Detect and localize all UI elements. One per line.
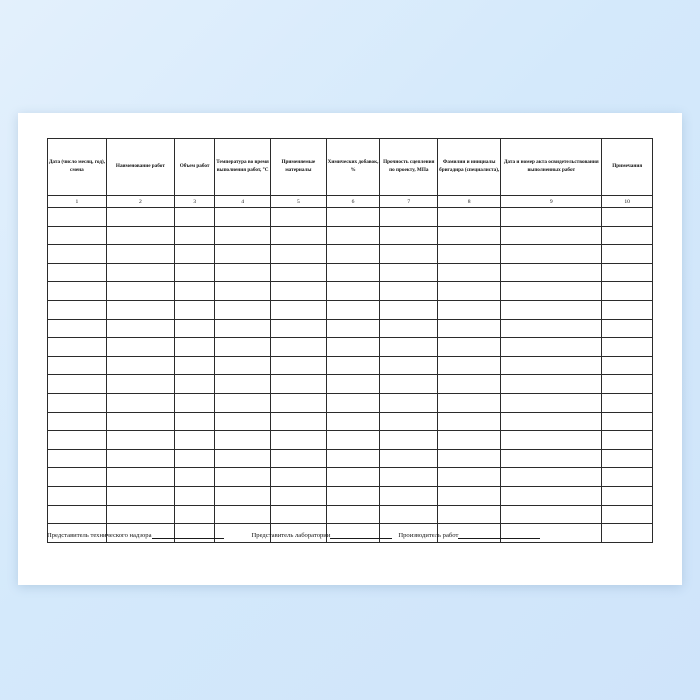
table-cell-empty[interactable] [438, 282, 501, 301]
table-cell-empty[interactable] [438, 208, 501, 227]
table-cell-empty[interactable] [174, 300, 214, 319]
table-cell-empty[interactable] [501, 375, 602, 394]
signature-footer [47, 531, 659, 539]
table-cell-empty[interactable] [438, 486, 501, 505]
table-cell-empty[interactable] [602, 300, 653, 319]
table-cell-empty[interactable] [106, 393, 174, 412]
table-cell-empty[interactable] [438, 375, 501, 394]
table-cell-empty[interactable] [380, 505, 438, 524]
table-cell-empty[interactable] [326, 319, 380, 338]
table-cell-empty[interactable] [602, 412, 653, 431]
table-header-row [48, 139, 653, 196]
table-cell-empty[interactable] [106, 300, 174, 319]
table-column-number-row [48, 196, 653, 208]
table-cell-empty[interactable] [174, 319, 214, 338]
table-cell-empty[interactable] [48, 449, 107, 468]
table-cell-empty[interactable] [48, 208, 107, 227]
table-cell-empty[interactable] [501, 226, 602, 245]
table-cell-empty[interactable] [174, 226, 214, 245]
table-cell-empty[interactable] [174, 449, 214, 468]
journal-table-body [48, 208, 653, 543]
tech-supervisor-signature-line[interactable] [152, 531, 224, 539]
table-cell-empty[interactable] [501, 282, 602, 301]
table-cell-empty[interactable] [380, 393, 438, 412]
table-cell-empty[interactable] [48, 356, 107, 375]
table-cell-empty[interactable] [106, 282, 174, 301]
table-cell-empty[interactable] [270, 449, 326, 468]
table-cell-empty[interactable] [326, 263, 380, 282]
table-cell-empty[interactable] [215, 338, 271, 357]
table-cell-empty[interactable] [48, 319, 107, 338]
table-cell-empty[interactable] [438, 300, 501, 319]
table-cell-empty[interactable] [270, 486, 326, 505]
table-cell-empty[interactable] [215, 505, 271, 524]
table-cell-empty[interactable] [106, 263, 174, 282]
table-row [48, 319, 653, 338]
table-cell-empty[interactable] [602, 226, 653, 245]
table-cell-empty[interactable] [326, 393, 380, 412]
table-cell-empty[interactable] [438, 356, 501, 375]
table-cell-empty[interactable] [270, 431, 326, 450]
table-cell-empty[interactable] [602, 393, 653, 412]
table-cell-empty[interactable] [48, 263, 107, 282]
table-cell-empty[interactable] [174, 393, 214, 412]
table-cell-empty[interactable] [270, 375, 326, 394]
table-cell-empty[interactable] [174, 431, 214, 450]
column-number-3: 3 [174, 196, 214, 208]
column-number-10: 10 [602, 196, 653, 208]
table-cell-empty[interactable] [438, 468, 501, 487]
table-cell-empty[interactable] [326, 505, 380, 524]
table-cell-empty[interactable] [326, 468, 380, 487]
table-cell-empty[interactable] [270, 300, 326, 319]
table-cell-empty[interactable] [270, 412, 326, 431]
table-cell-empty[interactable] [270, 226, 326, 245]
table-cell-empty[interactable] [326, 338, 380, 357]
table-cell-empty[interactable] [106, 226, 174, 245]
table-cell-empty[interactable] [270, 263, 326, 282]
table-cell-empty[interactable] [106, 356, 174, 375]
table-cell-empty[interactable] [270, 208, 326, 227]
table-cell-empty[interactable] [174, 338, 214, 357]
table-cell-empty[interactable] [501, 449, 602, 468]
table-cell-empty[interactable] [438, 319, 501, 338]
table-cell-empty[interactable] [215, 375, 271, 394]
table-cell-empty[interactable] [48, 468, 107, 487]
table-cell-empty[interactable] [602, 263, 653, 282]
table-cell-empty[interactable] [48, 300, 107, 319]
table-cell-empty[interactable] [106, 338, 174, 357]
table-cell-empty[interactable] [48, 375, 107, 394]
table-cell-empty[interactable] [48, 486, 107, 505]
table-cell-empty[interactable] [174, 468, 214, 487]
table-cell-empty[interactable] [326, 282, 380, 301]
table-cell-empty[interactable] [326, 486, 380, 505]
table-cell-empty[interactable] [438, 449, 501, 468]
header-cell-notes: Примечания [602, 139, 653, 196]
table-cell-empty[interactable] [106, 319, 174, 338]
table-cell-empty[interactable] [326, 226, 380, 245]
table-cell-empty[interactable] [602, 282, 653, 301]
table-cell-empty[interactable] [501, 208, 602, 227]
table-row [48, 505, 653, 524]
table-row [48, 356, 653, 375]
table-cell-empty[interactable] [174, 486, 214, 505]
table-row [48, 282, 653, 301]
table-cell-empty[interactable] [106, 375, 174, 394]
table-cell-empty[interactable] [48, 245, 107, 264]
table-cell-empty[interactable] [438, 393, 501, 412]
table-cell-empty[interactable] [215, 282, 271, 301]
table-row [48, 245, 653, 264]
table-cell-empty[interactable] [380, 300, 438, 319]
table-cell-empty[interactable] [438, 245, 501, 264]
column-number-6: 6 [326, 196, 380, 208]
table-cell-empty[interactable] [438, 505, 501, 524]
table-cell-empty[interactable] [215, 468, 271, 487]
table-cell-empty[interactable] [174, 263, 214, 282]
table-cell-empty[interactable] [326, 431, 380, 450]
table-cell-empty[interactable] [326, 356, 380, 375]
table-cell-empty[interactable] [106, 245, 174, 264]
table-cell-empty[interactable] [326, 375, 380, 394]
header-cell-adhesion-strength: Прочность сцепления по проекту, МПа [380, 139, 438, 196]
table-cell-empty[interactable] [501, 356, 602, 375]
table-cell-empty[interactable] [438, 338, 501, 357]
table-cell-empty[interactable] [215, 300, 271, 319]
table-cell-empty[interactable] [501, 319, 602, 338]
table-cell-empty[interactable] [174, 245, 214, 264]
table-cell-empty[interactable] [326, 449, 380, 468]
journal-table-container [47, 138, 653, 543]
table-cell-empty[interactable] [48, 431, 107, 450]
table-cell-empty[interactable] [48, 505, 107, 524]
table-cell-empty[interactable] [380, 449, 438, 468]
table-cell-empty[interactable] [438, 263, 501, 282]
table-row [48, 393, 653, 412]
table-cell-empty[interactable] [48, 226, 107, 245]
table-cell-empty[interactable] [501, 412, 602, 431]
table-cell-empty[interactable] [215, 486, 271, 505]
column-number-5: 5 [270, 196, 326, 208]
table-cell-empty[interactable] [380, 319, 438, 338]
table-row [48, 412, 653, 431]
laboratory-label: Представитель лаборатории [251, 532, 331, 539]
table-cell-empty[interactable] [380, 226, 438, 245]
column-number-8: 8 [438, 196, 501, 208]
column-number-1: 1 [48, 196, 107, 208]
table-cell-empty[interactable] [602, 375, 653, 394]
table-cell-empty[interactable] [174, 375, 214, 394]
table-cell-empty[interactable] [501, 468, 602, 487]
table-cell-empty[interactable] [270, 468, 326, 487]
table-cell-empty[interactable] [270, 245, 326, 264]
table-cell-empty[interactable] [215, 263, 271, 282]
header-cell-work-name: Наименование работ [106, 139, 174, 196]
table-row [48, 208, 653, 227]
table-cell-empty[interactable] [501, 486, 602, 505]
table-cell-empty[interactable] [380, 412, 438, 431]
table-row [48, 300, 653, 319]
column-number-9: 9 [501, 196, 602, 208]
table-cell-empty[interactable] [380, 356, 438, 375]
table-cell-empty[interactable] [602, 319, 653, 338]
table-cell-empty[interactable] [174, 356, 214, 375]
table-cell-empty[interactable] [501, 431, 602, 450]
table-cell-empty[interactable] [326, 208, 380, 227]
column-number-2: 2 [106, 196, 174, 208]
table-cell-empty[interactable] [48, 412, 107, 431]
table-cell-empty[interactable] [602, 468, 653, 487]
table-cell-empty[interactable] [215, 412, 271, 431]
table-cell-empty[interactable] [501, 393, 602, 412]
table-cell-empty[interactable] [501, 245, 602, 264]
table-cell-empty[interactable] [106, 208, 174, 227]
laboratory-signature-line[interactable] [330, 531, 392, 539]
table-cell-empty[interactable] [501, 505, 602, 524]
table-row [48, 263, 653, 282]
table-cell-empty[interactable] [106, 431, 174, 450]
column-number-4: 4 [215, 196, 271, 208]
table-cell-empty[interactable] [380, 431, 438, 450]
table-row [48, 486, 653, 505]
table-cell-empty[interactable] [602, 208, 653, 227]
table-row [48, 226, 653, 245]
table-cell-empty[interactable] [438, 226, 501, 245]
table-cell-empty[interactable] [602, 505, 653, 524]
table-cell-empty[interactable] [48, 393, 107, 412]
table-cell-empty[interactable] [106, 486, 174, 505]
table-cell-empty[interactable] [380, 468, 438, 487]
table-cell-empty[interactable] [326, 412, 380, 431]
table-cell-empty[interactable] [501, 300, 602, 319]
table-cell-empty[interactable] [174, 412, 214, 431]
journal-table [47, 138, 653, 543]
table-cell-empty[interactable] [215, 449, 271, 468]
table-cell-empty[interactable] [174, 505, 214, 524]
table-cell-empty[interactable] [501, 338, 602, 357]
header-cell-date: Дата (число месяц, год), смена [48, 139, 107, 196]
table-cell-empty[interactable] [380, 245, 438, 264]
table-cell-empty[interactable] [48, 338, 107, 357]
table-row [48, 468, 653, 487]
table-cell-empty[interactable] [174, 282, 214, 301]
table-cell-empty[interactable] [380, 486, 438, 505]
table-row [48, 338, 653, 357]
table-cell-empty[interactable] [438, 431, 501, 450]
header-cell-act-date-number: Дата и номер акта освидетельствования выполненных работ [501, 139, 602, 196]
table-cell-empty[interactable] [438, 412, 501, 431]
table-cell-empty[interactable] [174, 208, 214, 227]
table-cell-empty[interactable] [270, 282, 326, 301]
table-cell-empty[interactable] [270, 338, 326, 357]
header-cell-work-volume: Объем работ [174, 139, 214, 196]
table-cell-empty[interactable] [380, 208, 438, 227]
table-row [48, 449, 653, 468]
table-cell-empty[interactable] [215, 319, 271, 338]
table-cell-empty[interactable] [602, 245, 653, 264]
table-row [48, 375, 653, 394]
works-producer-signature-line[interactable] [458, 531, 540, 539]
header-cell-temperature: Температура во время выполнения работ, °С [215, 139, 271, 196]
table-cell-empty[interactable] [602, 431, 653, 450]
table-cell-empty[interactable] [106, 449, 174, 468]
table-cell-empty[interactable] [215, 393, 271, 412]
table-cell-empty[interactable] [270, 356, 326, 375]
header-cell-foreman-name: Фамилии и инициалы бригадира (специалиста), [438, 139, 501, 196]
table-cell-empty[interactable] [106, 468, 174, 487]
table-cell-empty[interactable] [215, 208, 271, 227]
table-cell-empty[interactable] [380, 375, 438, 394]
table-cell-empty[interactable] [602, 449, 653, 468]
table-cell-empty[interactable] [270, 319, 326, 338]
header-cell-chemical-additives: Химических добавок, % [326, 139, 380, 196]
table-cell-empty[interactable] [215, 245, 271, 264]
works-producer-label: Производитель работ [398, 532, 459, 539]
table-cell-empty[interactable] [215, 226, 271, 245]
table-cell-empty[interactable] [326, 245, 380, 264]
table-cell-empty[interactable] [501, 263, 602, 282]
document-sheet [18, 113, 682, 585]
table-cell-empty[interactable] [326, 300, 380, 319]
table-cell-empty[interactable] [602, 356, 653, 375]
table-cell-empty[interactable] [215, 431, 271, 450]
header-cell-materials: Применяемые материалы [270, 139, 326, 196]
table-cell-empty[interactable] [106, 505, 174, 524]
table-cell-empty[interactable] [602, 338, 653, 357]
table-cell-empty[interactable] [380, 338, 438, 357]
table-cell-empty[interactable] [215, 356, 271, 375]
table-cell-empty[interactable] [602, 486, 653, 505]
table-cell-empty[interactable] [106, 412, 174, 431]
table-cell-empty[interactable] [270, 393, 326, 412]
column-number-7: 7 [380, 196, 438, 208]
table-cell-empty[interactable] [380, 282, 438, 301]
table-cell-empty[interactable] [270, 505, 326, 524]
table-row [48, 431, 653, 450]
table-cell-empty[interactable] [380, 263, 438, 282]
tech-supervisor-label: Представитель технического надзора [47, 532, 152, 539]
table-cell-empty[interactable] [48, 282, 107, 301]
